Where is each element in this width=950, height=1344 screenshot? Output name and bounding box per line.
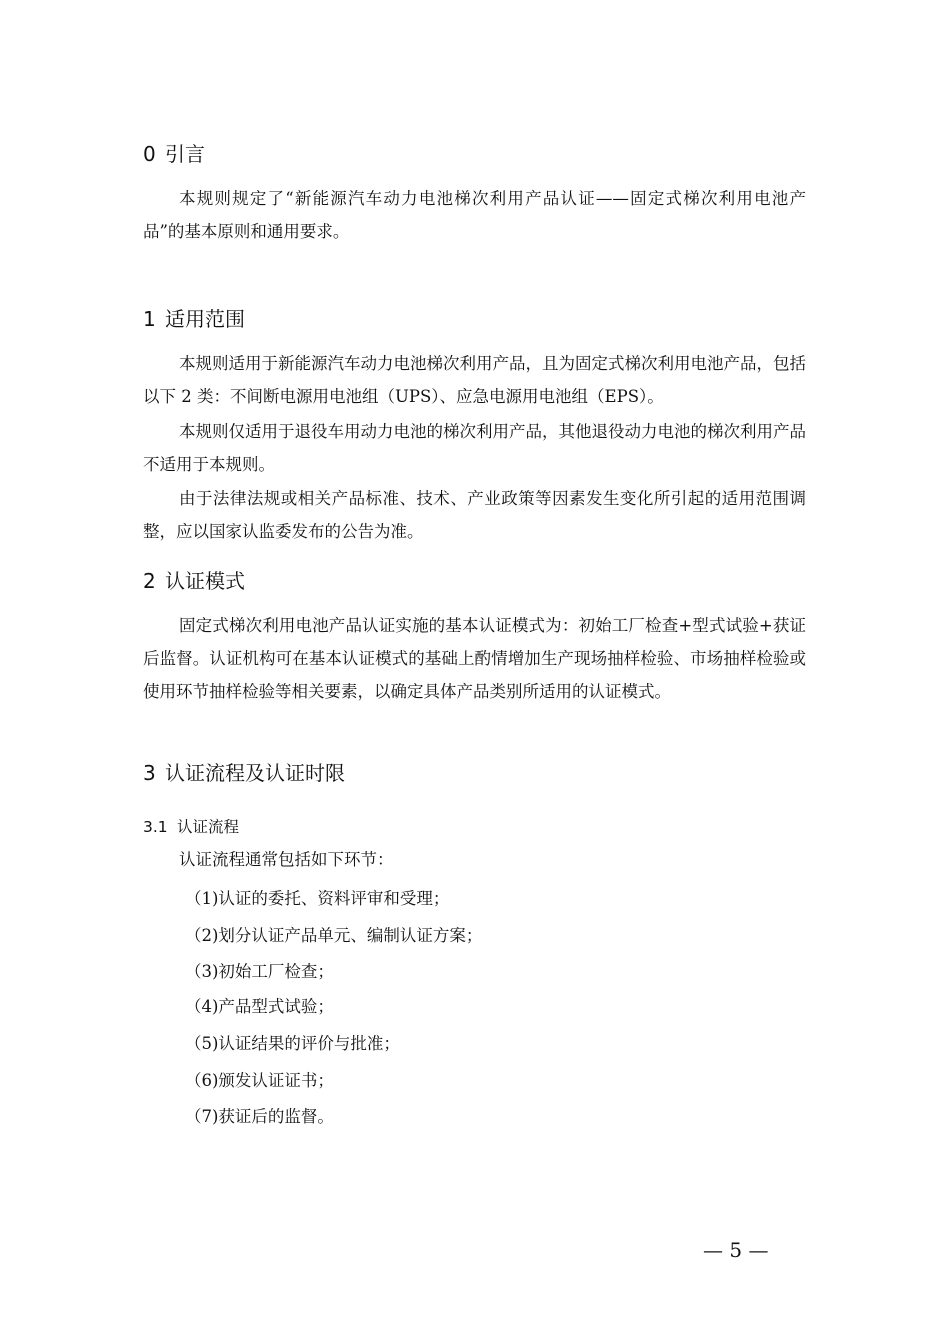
section-number: 2 [143, 569, 156, 593]
section-number: 0 [143, 142, 156, 166]
section-number: 1 [143, 307, 156, 331]
paragraph: 本规则适用于新能源汽车动力电池梯次利用产品，且为固定式梯次利用电池产品，包括以下 2 类：不间断电源用电池组（UPS）、应急电源用电池组（EPS）。 [143, 354, 806, 406]
subsection-title: 认证流程 [177, 818, 240, 836]
subsection-heading [143, 815, 239, 839]
section-number: 3 [143, 761, 156, 785]
list-item: （2)划分认证产品单元、编制认证方案； [185, 926, 483, 945]
paragraph: 固定式梯次利用电池产品认证实施的基本认证模式为：初始工厂检查+型式试验+获证后监督。认证机构可在基本认证模式的基础上酌情增加生产现场抽样检验、市场抽样检验或使用环节抽样检验等相关要素，以确定具体产品类别所适用的认证模式。 [143, 616, 806, 701]
section-heading-1 [143, 305, 245, 333]
paragraph: 本规则规定了“新能源汽车动力电池梯次利用产品认证——固定式梯次利用电池产品”的基本原则和通用要求。 [143, 189, 806, 241]
section-title: 认证流程及认证时限 [165, 761, 345, 785]
section-heading-3 [143, 759, 345, 787]
subsection-number: 3.1 [143, 818, 168, 836]
section-heading-2 [143, 567, 245, 595]
list-item: （7)获证后的监督。 [185, 1107, 334, 1126]
list-item: （1)认证的委托、资料评审和受理； [185, 889, 450, 908]
section-title: 适用范围 [165, 307, 245, 331]
section-heading-0 [143, 140, 205, 168]
list-item: （6)颁发认证证书； [185, 1071, 334, 1090]
list-intro: 认证流程通常包括如下环节： [179, 850, 394, 869]
section-title: 引言 [165, 142, 205, 166]
list-item: （3)初始工厂检查； [185, 962, 334, 981]
paragraph: 由于法律法规或相关产品标准、技术、产业政策等因素发生变化所引起的适用范围调整，应以国家认监委发布的公告为准。 [143, 489, 806, 541]
section-title: 认证模式 [165, 569, 245, 593]
page-number: — 5 — [703, 1238, 769, 1262]
paragraph: 本规则仅适用于退役车用动力电池的梯次利用产品，其他退役动力电池的梯次利用产品不适用于本规则。 [143, 422, 806, 474]
list-item: （4)产品型式试验； [185, 997, 334, 1016]
list-item: （5)认证结果的评价与批准； [185, 1034, 400, 1053]
